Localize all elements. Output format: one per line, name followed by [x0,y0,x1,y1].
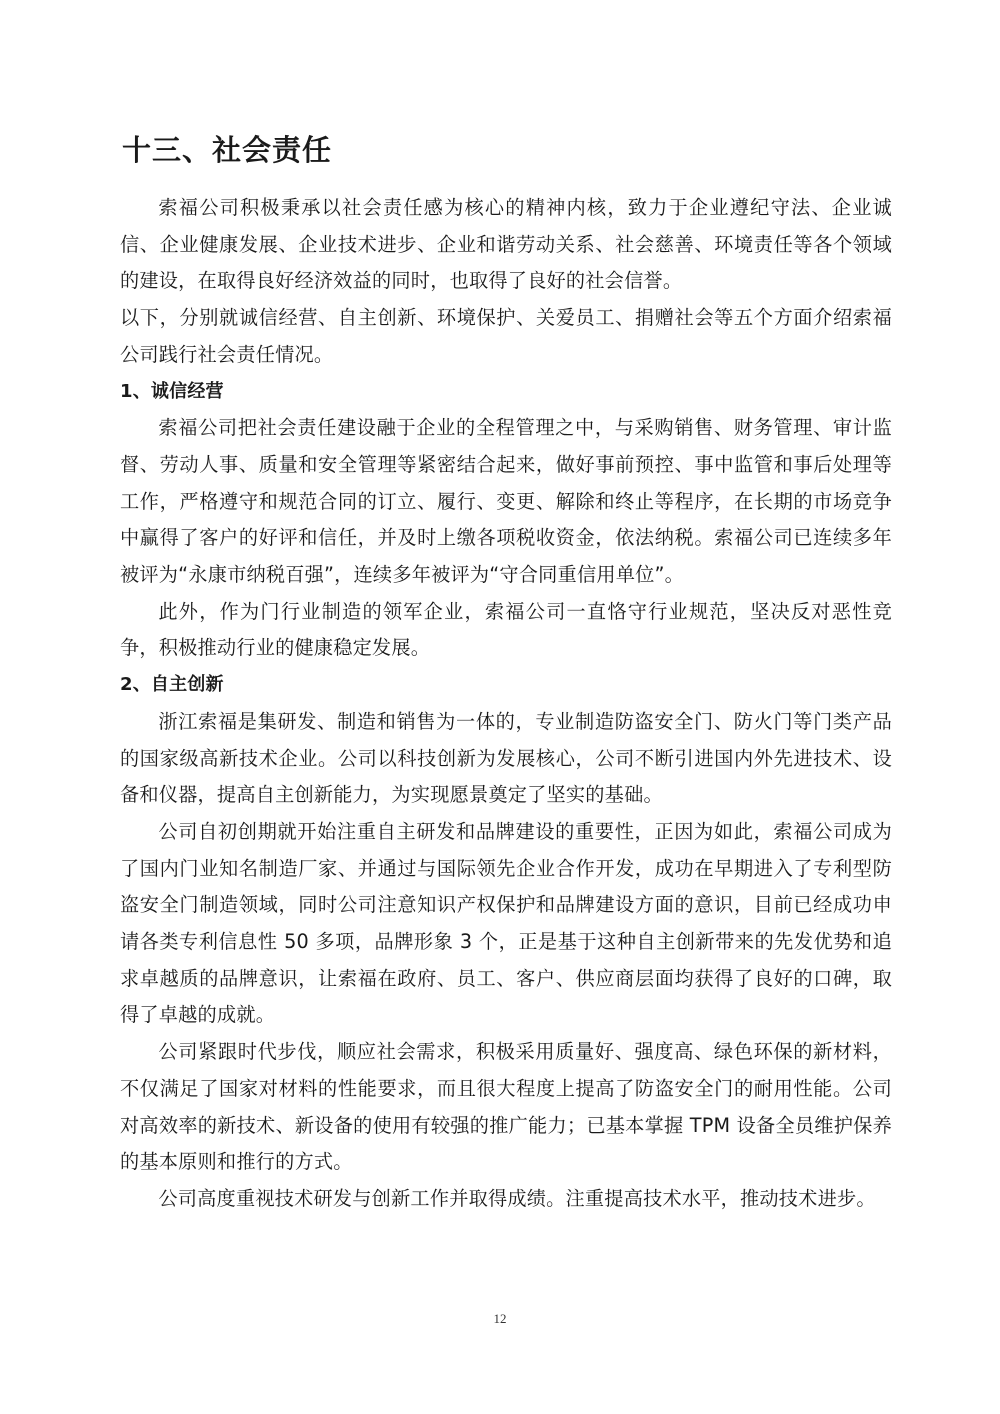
integrity-paragraph-1: 索福公司把社会责任建设融于企业的全程管理之中，与采购销售、财务管理、审计监督、劳动人事、质量和安全管理等紧密结合起来，做好事前预控、事中监管和事后处理等工作，严格遵守和规范合同的订立、履行、变更、解除和终止等程序，在长期的市场竞争中赢得了客户的好评和信任，并及时上缴各项税收资金，依法纳税。索福公司已连续多年被评为“永康市纳税百强”，连续多年被评为“守合同重信用单位”。 [120,416,892,587]
innovation-paragraph-4: 公司高度重视技术研发与创新工作并取得成绩。注重提高技术水平，推动技术进步。 [158,1186,876,1210]
intro-paragraph: 索福公司积极秉承以社会责任感为核心的精神内核，致力于企业遵纪守法、企业诚信、企业健康发展、企业技术进步、企业和谐劳动关系、社会慈善、环境责任等各个领域的建设，在取得良好经济效益的同时，也取得了良好的社会信誉。 [120,196,892,293]
innovation-paragraph-1: 浙江索福是集研发、制造和销售为一体的，专业制造防盗安全门、防火门等门类产品的国家级高新技术企业。公司以科技创新为发展核心，公司不断引进国内外先进技术、设备和仪器，提高自主创新能力，为实现愿景奠定了坚实的基础。 [120,709,892,807]
integrity-paragraph-2: 此外，作为门行业制造的领军企业，索福公司一直恪守行业规范，坚决反对恶性竞争，积极推动行业的健康稳定发展。 [120,599,892,660]
innovation-paragraph-2: 公司自初创期就开始注重自主研发和品牌建设的重要性，正因为如此，索福公司成为了国内门业知名制造厂家、并通过与国际领先企业合作开发，成功在早期进入了专利型防盗安全门制造领域，同时公司注意知识产权保护和品牌建设方面的意识，目前已经成功申请各类专利信息性 50 多项，品牌形象 3 个，正是基于这种自主创新带来的先发优势和追求卓越质的品牌意识，让索福在政府、员工、客户、供应商层面均获得了良好的口碑，取得了卓越的成就。 [120,819,892,1027]
integrity-heading: 1、诚信经营 [120,380,224,402]
innovation-paragraph-3: 公司紧跟时代步伐，顺应社会需求，积极采用质量好、强度高、绿色环保的新材料，不仅满足了国家对材料的性能要求，而且很大程度上提高了防盗安全门的耐用性能。公司对高效率的新技术、新设备的使用有较强的推广能力；已基本掌握 TPM 设备全员维护保养的基本原则和推行的方式。 [120,1040,892,1174]
document-body [120,190,892,1218]
section-title: 十三、社会责任 [122,133,333,167]
innovation-heading: 2、自主创新 [120,674,224,696]
overview-paragraph: 以下，分别就诚信经营、自主创新、环境保护、关爱员工、捐赠社会等五个方面介绍索福公司践行社会责任情况。 [120,306,892,366]
page-number: 12 [493,1311,507,1326]
